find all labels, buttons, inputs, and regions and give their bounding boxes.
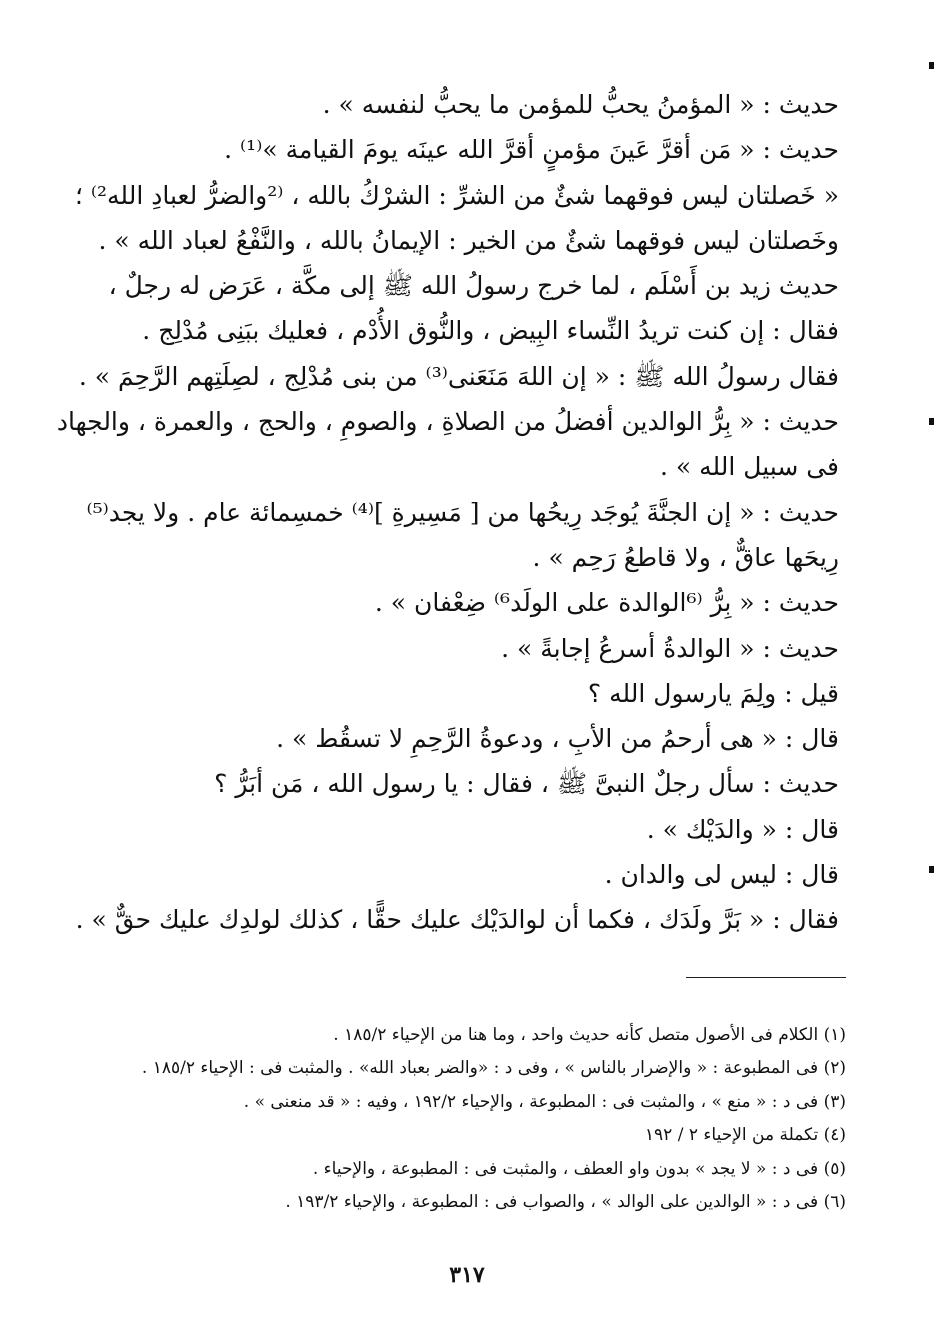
- margin-mark: [929, 866, 934, 873]
- footnote: (٦) فى د : « الوالدين على الوالد » ، والصواب فى : المطبوعة ، والإحياء ١٩٣/٢ .: [285, 1191, 846, 1212]
- text-line: حديث : « الوالدةُ أسرعُ إجابةً » .: [501, 633, 839, 663]
- footnote: (٥) فى د : « لا يجد » بدون واو العطف ، والمثبت فى : المطبوعة ، والإحياء .: [312, 1158, 846, 1179]
- footnote: (١) الكلام فى الأصول متصل كأنه حديث واحد ، وما هنا من الإحياء ١٨٥/٢ .: [333, 1025, 846, 1045]
- footnotes: [86, 1019, 846, 1219]
- text-line: وخَصلتان ليس فوقهما شئٌ من الخير : الإيمانُ بالله ، والنَّفْعُ لعباد الله » .: [98, 225, 839, 255]
- text-line: فى سبيل الله » .: [659, 452, 839, 482]
- main-text: [56, 82, 839, 943]
- text-line: حديث : سأل رجلٌ النبىَّ ﷺ ، فقال : يا رسول الله ، مَن أبَرُّ ؟: [214, 769, 839, 799]
- text-line: حديث : « بِرُّ الوالدين أفضلُ من الصلاةِ ، والصومِ ، والحج ، والعمرة ، والجهاد: [56, 407, 839, 437]
- text-line: حديث : « مَن أقرَّ عَينَ مؤمنٍ أقرَّ الله عينَه يومَ القيامة »⁽¹⁾ .: [224, 135, 839, 165]
- text-line: فقال : « بَرَّ ولَدَك ، فكما أن لوالدَيْك عليك حقًّا ، كذلك لولدِك عليك حقٌّ » .: [75, 905, 839, 935]
- footnote: (٢) فى المطبوعة : « والإضرار بالناس » ، وفى د : «والضر بعباد الله» . والمثبت فى : الإحياء ١٨٥/٢ .: [141, 1058, 846, 1079]
- text-line: حديث : « بِرُّ ⁽⁶الوالدة على الولَد⁶⁾ ضِعْفان » .: [374, 588, 839, 618]
- footnote: (٤) تكملة من الإحياء ٢ / ١٩٢: [644, 1125, 846, 1146]
- text-line: قال : « هى أرحمُ من الأبِ ، ودعوةُ الرَّحِمِ لا تسقُط » .: [276, 724, 839, 754]
- margin-mark: [929, 418, 934, 425]
- text-line: قيل : ولِمَ يارسول الله ؟: [587, 678, 839, 708]
- page-number: ٣١٧: [449, 1262, 485, 1288]
- margin-mark: [929, 62, 934, 69]
- text-line: حديث : « إن الجنَّةَ يُوجَد رِيحُها من [ مَسِيرةِ ]⁽⁴⁾ خمسِمائة عام . ولا يجد⁽⁵⁾: [86, 497, 839, 527]
- text-line: قال : « والدَيْك » .: [646, 814, 839, 844]
- text-line: « خَصلتان ليس فوقهما شئٌ من الشرِّ : الشرْكُ بالله ، ⁽²والضرُّ لعبادِ الله²⁾ ؛: [74, 180, 839, 210]
- text-line: رِيحَها عاقٌّ ، ولا قاطعُ رَحِم » .: [532, 542, 839, 572]
- footnote: (٣) فى د : « منع » ، والمثبت فى : المطبوعة ، والإحياء ١٩٢/٢ ، وفيه : « قد منعنى » .: [243, 1091, 846, 1112]
- text-line: قال : ليس لى والدان .: [604, 860, 839, 890]
- text-line: فقال رسولُ الله ﷺ : « إن اللهَ مَنَعَنى⁽³⁾ من بنى مُدْلِج ، لصِلَتِهم الرَّحِمَ » .: [78, 361, 839, 391]
- footnote-divider: [686, 977, 846, 978]
- text-line: حديث : « المؤمنُ يحبُّ للمؤمن ما يحبُّ لنفسه » .: [322, 90, 839, 119]
- text-line: حديث زيد بن أَسْلَم ، لما خرج رسولُ الله ﷺ إلى مكَّة ، عَرَض له رجلٌ ،: [108, 271, 839, 301]
- text-line: فقال : إن كنت تريدُ النِّساء البِيض ، والنُّوق الأُدْم ، فعليك ببَنِى مُدْلِج .: [142, 316, 839, 346]
